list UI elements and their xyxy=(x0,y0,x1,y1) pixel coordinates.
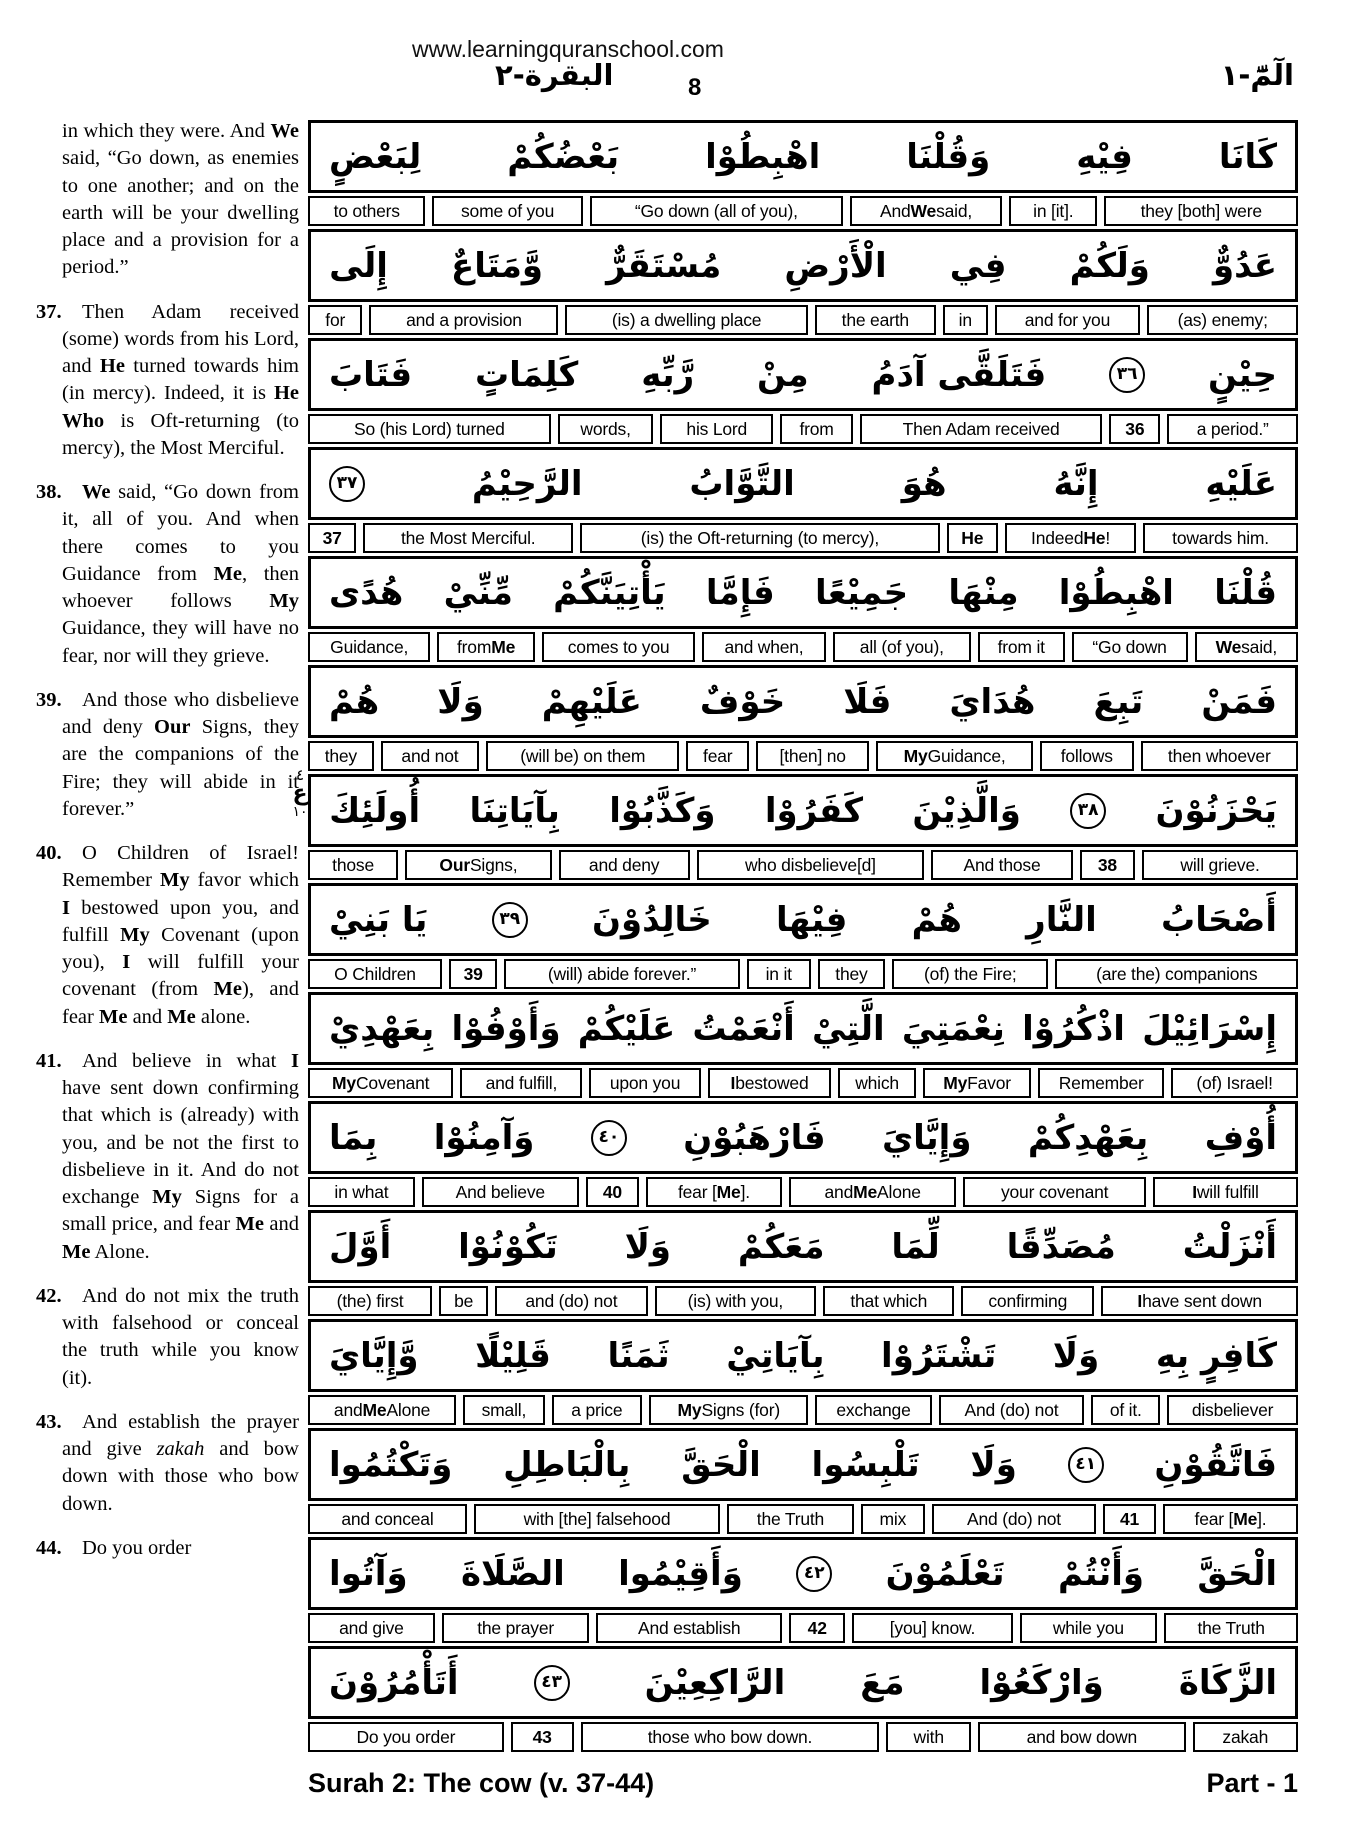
arabic-word: الْأَرْضِ xyxy=(784,245,887,286)
arabic-word: فَارْهَبُوْنِ xyxy=(683,1117,826,1158)
word-translation-cell: And We said, xyxy=(850,196,1002,226)
word-translation-cell: his Lord xyxy=(660,414,773,444)
arabic-word: اهْبِطُوْا xyxy=(1058,572,1174,613)
word-translation-cell: and fulfill, xyxy=(460,1068,582,1098)
word-translation-cell: I bestowed xyxy=(708,1068,832,1098)
word-translation-cell: And establish xyxy=(596,1613,782,1643)
word-translation-cell: And (do) not xyxy=(932,1504,1096,1534)
translation-paragraph: 41. And believe in what I have sent down confirming that which is (already) with you, and be not the first to disbelieve in it. And do not exchange My Signs for a small price, and fear Me and Me Alone. xyxy=(36,1049,299,1263)
arabic-word: مِنْ xyxy=(757,354,809,395)
word-translation-cell: from xyxy=(780,414,853,444)
word-translation-row xyxy=(308,1613,1298,1643)
word-translation-cell: My Guidance, xyxy=(876,741,1033,771)
arabic-word: الَّتِيْ xyxy=(811,1008,885,1049)
arabic-word: اذْكُرُوْا xyxy=(1022,1008,1125,1049)
arabic-word: عَلَيْهِمْ xyxy=(541,681,642,722)
arabic-word: فَإِمَّا xyxy=(705,572,775,613)
arabic-word: إِنَّهُ xyxy=(1053,463,1099,504)
arabic-word: وَأَوْفُوْا xyxy=(451,1008,561,1049)
word-translation-cell: [you] know. xyxy=(852,1613,1012,1643)
ruku-marker-ain: ع xyxy=(292,781,308,806)
arabic-word: فَتَلَقَّى آدَمُ xyxy=(871,354,1047,395)
arabic-word: هُدًى xyxy=(329,572,404,613)
translation-paragraph: in which they were. And We said, “Go down, as enemies to one another; and on the earth will be your dwelling place and a provision for a period.” xyxy=(62,120,299,279)
arabic-word: بِآيَاتِيْ xyxy=(726,1335,825,1376)
word-translation-cell: (is) a dwelling place xyxy=(565,305,807,335)
word-translation-cell: My Covenant xyxy=(308,1068,453,1098)
arabic-word: خَالِدُوْنَ xyxy=(591,899,712,940)
translation-paragraph: 44. Do you order xyxy=(36,1535,299,1562)
word-translation-cell: fear xyxy=(686,741,749,771)
arabic-word: بِالْبَاطِلِ xyxy=(503,1444,631,1485)
arabic-word: كَفَرُوْا xyxy=(764,790,864,831)
arabic-word: وَلَا xyxy=(1052,1335,1100,1376)
word-translation-cell: I have sent down xyxy=(1101,1286,1298,1316)
footer-part-label: Part - 1 xyxy=(1206,1768,1298,1798)
word-translation-cell: 43 xyxy=(511,1722,574,1752)
arabic-word: فِيْهِ xyxy=(1076,136,1133,177)
arabic-word: وَلَا xyxy=(970,1444,1017,1485)
quran-word-table xyxy=(308,120,1298,1755)
word-translation-cell: I will fulfill xyxy=(1153,1177,1298,1207)
verse-number-badge: ٣٧ xyxy=(329,466,365,502)
word-translation-row xyxy=(308,1068,1298,1098)
word-translation-cell: and for you xyxy=(995,305,1141,335)
word-translation-cell: and deny xyxy=(559,850,690,880)
word-translation-cell: in it xyxy=(747,959,811,989)
arabic-word: فَاتَّقُوْنِ xyxy=(1154,1444,1277,1485)
arabic-word: الزَّكَاةَ xyxy=(1178,1662,1277,1703)
word-translation-cell: they [both] were xyxy=(1104,196,1298,226)
word-translation-cell: follows xyxy=(1040,741,1134,771)
word-translation-cell: (are the) companions xyxy=(1055,959,1298,989)
arabic-word: الرَّاكِعِيْنَ xyxy=(644,1662,786,1703)
arabic-verse-row xyxy=(308,1537,1298,1610)
ruku-marker-top: ٤ xyxy=(295,766,305,784)
arabic-word: قَلِيْلًا xyxy=(475,1335,551,1376)
word-translation-cell: words, xyxy=(558,414,654,444)
arabic-word: بَعْضُكُمْ xyxy=(507,136,620,177)
word-translation-cell: and bow down xyxy=(978,1722,1185,1752)
arabic-verse-row xyxy=(308,992,1298,1065)
arabic-word: وَارْكَعُوْا xyxy=(979,1662,1104,1703)
arabic-word: التَّوَّابُ xyxy=(689,463,795,504)
ruku-marker-bottom: ١٠ xyxy=(292,804,308,820)
verse-number-badge: ٣٦ xyxy=(1109,357,1145,393)
word-translation-cell: and conceal xyxy=(308,1504,467,1534)
translation-paragraph: 39. And those who disbelieve and deny Our Signs, they are the companions of the Fire; they will abide in it forever.” xyxy=(36,688,299,820)
ruku-marker xyxy=(286,768,314,819)
word-translation-cell: in [it]. xyxy=(1009,196,1097,226)
word-translation-cell: the Most Merciful. xyxy=(363,523,573,553)
word-translation-row xyxy=(308,305,1298,335)
arabic-verse-row xyxy=(308,665,1298,738)
word-translation-cell: My Favor xyxy=(923,1068,1032,1098)
arabic-word: وَتَكْتُمُوا xyxy=(329,1444,453,1485)
translation-paragraph: 40. O Children of Israel! Remember My favor which I bestowed upon you, and fulfill My Covenant (upon you), I will fulfill your covenant (from Me), and fear Me and Me alone. xyxy=(36,842,300,1028)
arabic-verse-row xyxy=(308,774,1298,847)
word-translation-cell: Guidance, xyxy=(308,632,430,662)
word-translation-row xyxy=(308,196,1298,226)
word-translation-row xyxy=(308,523,1298,553)
verse-number-badge: ٤٠ xyxy=(591,1120,627,1156)
arabic-word: مُسْتَقَرٌّ xyxy=(606,245,722,286)
arabic-word: كَانَا xyxy=(1218,136,1277,177)
arabic-word: كَلِمَاتٍ xyxy=(474,354,579,395)
arabic-word: يَا بَنِيْ xyxy=(329,899,428,940)
word-translation-cell: and Me Alone xyxy=(789,1177,957,1207)
arabic-word: وَإِيَّايَ xyxy=(881,1117,972,1158)
arabic-word: وَّمَتَاعٌ xyxy=(451,245,544,286)
arabic-word: بِعَهْدِكُمْ xyxy=(1027,1117,1149,1158)
arabic-word: وَالَّذِيْنَ xyxy=(912,790,1021,831)
arabic-word: كَافِرٍ بِهِ xyxy=(1155,1335,1277,1376)
word-translation-row xyxy=(308,1395,1298,1425)
word-translation-cell: Remember xyxy=(1038,1068,1164,1098)
arabic-word: هُوَ xyxy=(901,463,947,504)
word-translation-cell: small, xyxy=(463,1395,544,1425)
paragraph-number: 41. xyxy=(36,1049,62,1072)
translation-column xyxy=(36,118,299,1579)
word-translation-cell: (as) enemy; xyxy=(1147,305,1298,335)
translation-paragraph: 43. And establish the prayer and give zakah and bow down with those who bow down. xyxy=(36,1410,299,1515)
word-translation-cell: they xyxy=(818,959,885,989)
arabic-word: عَلَيْكُمْ xyxy=(577,1008,676,1049)
arabic-word: نِعْمَتِيَ xyxy=(901,1008,1005,1049)
arabic-word: فَمَنْ xyxy=(1201,681,1277,722)
arabic-word: مِّنِّيْ xyxy=(443,572,513,613)
arabic-word: لِّمَا xyxy=(891,1226,940,1267)
arabic-word: أَتَأْمُرُوْنَ xyxy=(329,1662,459,1703)
arabic-verse-row xyxy=(308,120,1298,193)
word-translation-cell: of it. xyxy=(1091,1395,1160,1425)
word-translation-cell: the prayer xyxy=(442,1613,589,1643)
arabic-word: النَّارِ xyxy=(1026,899,1097,940)
word-translation-cell: in xyxy=(943,305,988,335)
arabic-word: بِمَا xyxy=(329,1117,378,1158)
paragraph-number: 37. xyxy=(36,300,62,323)
word-translation-cell: (is) with you, xyxy=(655,1286,817,1316)
arabic-word: عَلَيْهِ xyxy=(1205,463,1277,504)
page-number: 8 xyxy=(688,74,702,101)
word-translation-cell: (is) the Oft-returning (to mercy), xyxy=(580,523,940,553)
word-translation-cell: they xyxy=(308,741,374,771)
word-translation-cell: Then Adam received xyxy=(860,414,1102,444)
arabic-word: أَوَّلَ xyxy=(329,1226,392,1267)
arabic-word: وَلَا xyxy=(437,681,484,722)
verse-number-badge: ٤١ xyxy=(1068,1447,1104,1483)
word-translation-cell: (of) the Fire; xyxy=(892,959,1048,989)
word-translation-cell: who disbelieve[d] xyxy=(697,850,925,880)
word-translation-cell: a price xyxy=(552,1395,643,1425)
word-translation-cell: 37 xyxy=(308,523,356,553)
word-translation-cell: mix xyxy=(861,1504,925,1534)
surah-title-arabic: البقرة-٢ xyxy=(495,58,614,92)
word-translation-cell: will grieve. xyxy=(1142,850,1298,880)
word-translation-cell: and not xyxy=(381,741,479,771)
paragraph-number: 38. xyxy=(36,481,62,503)
arabic-word: رَّبِّهِ xyxy=(641,354,695,395)
word-translation-cell: Indeed He ! xyxy=(1005,523,1136,553)
arabic-word: مِنْهَا xyxy=(948,572,1019,613)
word-translation-cell: and when, xyxy=(702,632,825,662)
word-translation-cell: disbeliever xyxy=(1167,1395,1298,1425)
word-translation-cell: And believe xyxy=(422,1177,579,1207)
word-translation-cell: for xyxy=(308,305,362,335)
word-translation-cell: Our Signs, xyxy=(405,850,552,880)
word-translation-cell: the earth xyxy=(815,305,936,335)
arabic-word: وَأَقِيْمُوا xyxy=(618,1553,743,1594)
arabic-word: هُدَايَ xyxy=(949,681,1036,722)
word-translation-cell: (will be) on them xyxy=(486,741,679,771)
arabic-word: الصَّلَاةَ xyxy=(460,1553,565,1594)
word-translation-cell: and (do) not xyxy=(495,1286,647,1316)
arabic-word: وَقُلْنَا xyxy=(906,136,991,177)
word-translation-cell: fear [ Me ]. xyxy=(646,1177,782,1207)
paragraph-number: 39. xyxy=(36,688,62,711)
word-translation-cell: 39 xyxy=(449,959,497,989)
arabic-word: تَلْبِسُوا xyxy=(811,1444,920,1485)
arabic-word: تَعْلَمُوْنَ xyxy=(885,1553,1005,1594)
word-translation-cell: 40 xyxy=(586,1177,639,1207)
word-translation-cell: 36 xyxy=(1109,414,1160,444)
arabic-word: وَأَنْتُمْ xyxy=(1057,1553,1145,1594)
arabic-word: اهْبِطُوْا xyxy=(705,136,821,177)
word-translation-cell: your covenant xyxy=(963,1177,1145,1207)
arabic-word: جَمِيْعًا xyxy=(815,572,909,613)
translation-paragraph: 37. Then Adam received (some) words from his Lord, and He turned towards him (in mercy). Indeed, it is He Who is Oft-returning (to mercy), the Most Merciful. xyxy=(36,300,299,459)
word-translation-row xyxy=(308,414,1298,444)
word-translation-cell: and give xyxy=(308,1613,435,1643)
arabic-word: الرَّحِيْمُ xyxy=(471,463,583,504)
arabic-word: مَعَكُمْ xyxy=(737,1226,825,1267)
word-translation-cell: and a provision xyxy=(369,305,558,335)
arabic-word: يَأْتِيَنَّكُمْ xyxy=(553,572,666,613)
word-translation-cell: And those xyxy=(931,850,1073,880)
arabic-verse-row xyxy=(308,229,1298,302)
paragraph-number: 42. xyxy=(36,1284,62,1307)
word-translation-cell: with [the] falsehood xyxy=(474,1504,720,1534)
word-translation-cell: and Me Alone xyxy=(308,1395,456,1425)
arabic-verse-row xyxy=(308,1428,1298,1501)
word-translation-cell: 41 xyxy=(1103,1504,1156,1534)
verse-number-badge: ٤٣ xyxy=(534,1665,570,1701)
arabic-word: وَّإِيَّايَ xyxy=(329,1335,419,1376)
arabic-word: وَلَكُمْ xyxy=(1069,245,1150,286)
arabic-verse-row xyxy=(308,1210,1298,1283)
arabic-verse-row xyxy=(308,883,1298,956)
arabic-word: وَآتُوا xyxy=(329,1553,408,1594)
word-translation-cell: then whoever xyxy=(1141,741,1299,771)
arabic-word: أَصْحَابُ xyxy=(1161,899,1277,940)
arabic-verse-row xyxy=(308,1319,1298,1392)
arabic-verse-row xyxy=(308,1101,1298,1174)
arabic-word: بِآيَاتِنَا xyxy=(469,790,560,831)
word-translation-cell: 38 xyxy=(1080,850,1135,880)
arabic-word: أَنْزَلْتُ xyxy=(1182,1226,1277,1267)
arabic-verse-row xyxy=(308,338,1298,411)
arabic-word: عَدُوٌّ xyxy=(1213,245,1277,286)
arabic-word: لِبَعْضٍ xyxy=(329,136,422,177)
word-translation-cell: the Truth xyxy=(1164,1613,1298,1643)
word-translation-cell: from it xyxy=(978,632,1065,662)
word-translation-cell: exchange xyxy=(815,1395,931,1425)
arabic-word: إِسْرَائِيْلَ xyxy=(1142,1008,1277,1049)
arabic-word: يَحْزَنُوْنَ xyxy=(1155,790,1277,831)
juz-title-arabic: الٓمّٓ-١ xyxy=(1220,58,1294,92)
word-translation-cell: (will) abide forever.” xyxy=(504,959,739,989)
word-translation-cell: zakah xyxy=(1193,1722,1298,1752)
arabic-word: فِي xyxy=(949,245,1007,286)
word-translation-cell: all (of you), xyxy=(833,632,971,662)
word-translation-cell: be xyxy=(439,1286,488,1316)
word-translation-cell: with xyxy=(886,1722,971,1752)
paragraph-number: 44. xyxy=(36,1536,62,1559)
arabic-word: مُصَدِّقًا xyxy=(1006,1226,1116,1267)
arabic-verse-row xyxy=(308,447,1298,520)
arabic-word: هُمْ xyxy=(329,681,380,722)
arabic-word: فِيْهَا xyxy=(776,899,848,940)
word-translation-row xyxy=(308,850,1298,880)
arabic-word: قُلْنَا xyxy=(1214,572,1277,613)
word-translation-cell: [then] no xyxy=(756,741,869,771)
paragraph-number: 43. xyxy=(36,1410,62,1433)
word-translation-cell: confirming xyxy=(961,1286,1094,1316)
arabic-word: وَآمِنُوْا xyxy=(433,1117,535,1158)
verse-number-badge: ٤٢ xyxy=(796,1556,832,1592)
word-translation-row xyxy=(308,1177,1298,1207)
verse-number-badge: ٣٩ xyxy=(492,902,528,938)
word-translation-cell: Do you order xyxy=(308,1722,504,1752)
arabic-word: وَكَذَّبُوْا xyxy=(609,790,716,831)
paragraph-number: 40. xyxy=(36,842,62,864)
word-translation-row xyxy=(308,1286,1298,1316)
word-translation-cell: towards him. xyxy=(1143,523,1298,553)
word-translation-cell: comes to you xyxy=(542,632,696,662)
word-translation-cell: 42 xyxy=(789,1613,845,1643)
arabic-word: خَوْفٌ xyxy=(699,681,786,722)
arabic-word: فَلَا xyxy=(843,681,892,722)
word-translation-cell: We said, xyxy=(1195,632,1298,662)
word-translation-cell: while you xyxy=(1020,1613,1158,1643)
word-translation-row xyxy=(308,959,1298,989)
footer-surah-label: Surah 2: The cow (v. 37-44) xyxy=(308,1768,655,1798)
arabic-word: مَعَ xyxy=(860,1662,905,1703)
arabic-word: تَكُوْنُوْا xyxy=(458,1226,558,1267)
arabic-word: أُوْفِ xyxy=(1204,1117,1277,1158)
website-url: www.learningquranschool.com xyxy=(412,36,724,62)
word-translation-cell: from Me xyxy=(437,632,535,662)
arabic-word: ثَمَنًا xyxy=(607,1335,670,1376)
word-translation-cell: He xyxy=(947,523,998,553)
translation-paragraph: 42. And do not mix the truth with falsehood or conceal the truth while you know (it). xyxy=(36,1284,299,1389)
word-translation-cell: So (his Lord) turned xyxy=(308,414,551,444)
word-translation-row xyxy=(308,1722,1298,1752)
word-translation-cell: some of you xyxy=(432,196,582,226)
arabic-verse-row xyxy=(308,1646,1298,1719)
word-translation-cell: the Truth xyxy=(727,1504,854,1534)
arabic-word: إِلَى xyxy=(329,245,388,286)
arabic-word: تَبِعَ xyxy=(1093,681,1144,722)
arabic-word: وَلَا xyxy=(624,1226,672,1267)
arabic-word: فَتَابَ xyxy=(329,354,413,395)
word-translation-cell: upon you xyxy=(589,1068,700,1098)
arabic-word: هُمْ xyxy=(911,899,962,940)
word-translation-cell: (the) first xyxy=(308,1286,432,1316)
word-translation-cell: to others xyxy=(308,196,425,226)
arabic-word: تَشْتَرُوْا xyxy=(881,1335,997,1376)
word-translation-cell: “Go down (all of you), xyxy=(590,196,843,226)
arabic-word: أُولَئِكَ xyxy=(329,790,421,831)
word-translation-cell: a period.” xyxy=(1167,414,1298,444)
arabic-word: حِيْنٍ xyxy=(1208,354,1277,395)
arabic-word: بِعَهْدِيْ xyxy=(329,1008,435,1049)
word-translation-row xyxy=(308,632,1298,662)
word-translation-cell: those who bow down. xyxy=(581,1722,880,1752)
word-translation-cell: which xyxy=(838,1068,915,1098)
arabic-word: الْحَقَّ xyxy=(681,1444,761,1485)
arabic-word: أَنْعَمْتُ xyxy=(692,1008,795,1049)
arabic-verse-row xyxy=(308,556,1298,629)
word-translation-cell: O Children xyxy=(308,959,442,989)
word-translation-cell: those xyxy=(308,850,398,880)
word-translation-cell: in what xyxy=(308,1177,415,1207)
word-translation-cell: My Signs (for) xyxy=(649,1395,808,1425)
word-translation-row xyxy=(308,741,1298,771)
arabic-word: الْحَقَّ xyxy=(1197,1553,1277,1594)
word-translation-cell: that which xyxy=(823,1286,954,1316)
word-translation-row xyxy=(308,1504,1298,1534)
translation-paragraph: 38. We said, “Go down from it, all of you. And when there comes to you Guidance from Me, then whoever follows My Guidance, they will have no fear, nor will they grieve. xyxy=(36,481,299,667)
word-translation-cell: And (do) not xyxy=(939,1395,1085,1425)
verse-number-badge: ٣٨ xyxy=(1070,793,1106,829)
word-translation-cell: fear [ Me ]. xyxy=(1163,1504,1298,1534)
word-translation-cell: “Go down xyxy=(1072,632,1188,662)
word-translation-cell: (of) Israel! xyxy=(1171,1068,1298,1098)
